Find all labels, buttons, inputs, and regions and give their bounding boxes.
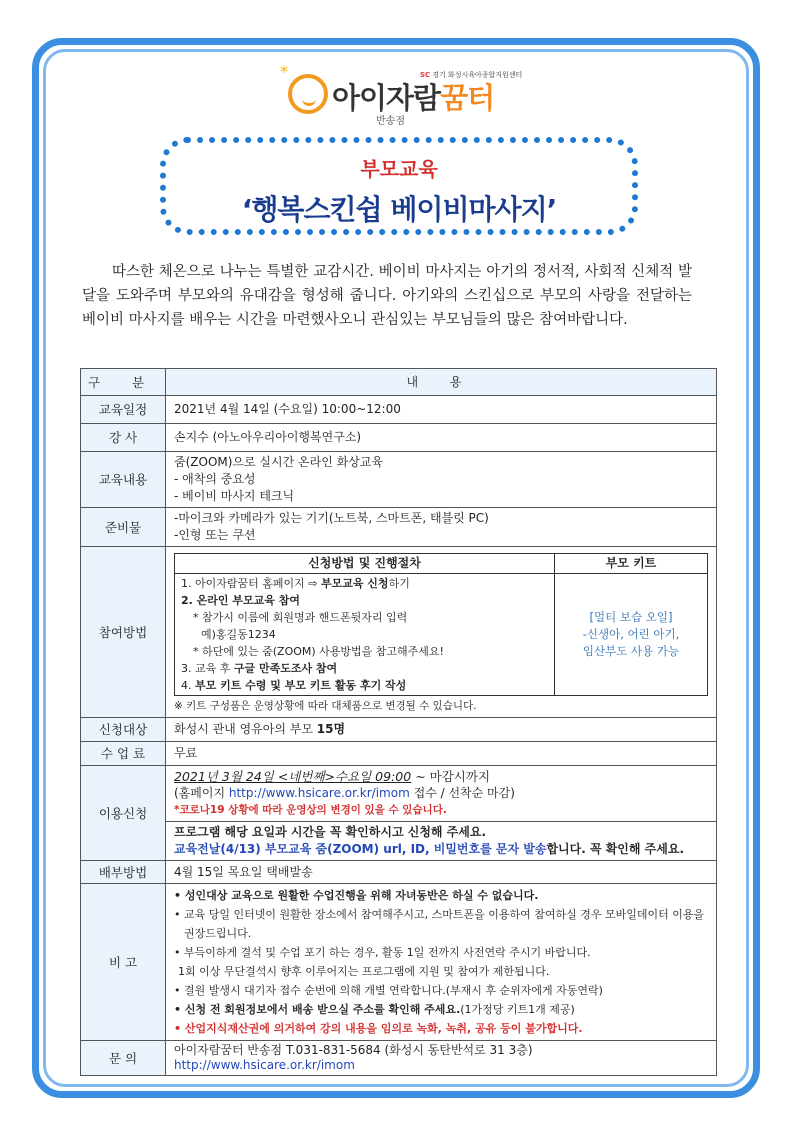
logo — [280, 62, 530, 132]
method-subtable: 신청방법 및 진행절차 부모 키트 1. 아이자람꿈터 홈페이지 ⇨ 부모교육 신청하기 2. 온라인 부모교육 참여 * 참가시 이름에 회원명과 핸드폰뒷자리 입력 예)홍길동1234 * 하단에 있는 줌(ZOOM) 사용방법을 참고해주세요! 3. 교육 후 구글 만족도조사 참여 4. 부모 키트 수령 및 부모 키트 활동 후기 작성 [멀티 보습 오일] -신생아, 어린 아기, 임산부도 사용 가능 — [174, 553, 708, 696]
star-icon: * — [280, 62, 288, 81]
kit-note: ※ 키트 구성품은 운영상황에 따라 대체품으로 변경될 수 있습니다. — [174, 700, 477, 712]
table-row: 이용신청 2021년 3월 24일 <네번째>수요일 09:00 ~ 마감시까지 (홈페이지 http://www.hsicare.or.kr/imom 접수 / 선착순 마감) *코로나19 상황에 따라 운영상의 변경이 있을 수 있습니다. 프로그램 해당 요일과 시간을 꼭 확인하시고 신청해 주세요. 교육전날(4/13) 부모교육 줌(ZOOM) url, ID, 비밀번호를 문자 발송합니다. 꼭 확인해 주세요. — [81, 766, 717, 861]
table-row: 교육일정 2021년 4월 14일 (수요일) 10:00~12:00 — [81, 396, 717, 424]
table-row: 비 고 • 성인대상 교육으로 원활한 수업진행을 위해 자녀동반은 하실 수 없습니다. • 교육 당일 인터넷이 원활한 장소에서 참여해주시고, 스마트폰을 이용하여 참여하실 경우 모바일데이터 이용을 권장드립니다. • 부득이하게 결석 및 수업 포기 하는 경우, 활동 1일 전까지 사전연락 주시기 바랍니다. 1회 이상 무단결석시 향후 이루어지는 프로그램에 지원 및 참여가 제한됩니다. • 결원 발생시 대기자 접수 순번에 의해 개별 연락합니다.(부재시 후 순위자에게 자동연락) • 신청 전 회원정보에서 배송 받으실 주소를 확인해 주세요.(1가정당 키트1개 제공) • 산업지식재산권에 의거하여 강의 내용을 임의로 녹화, 녹취, 공유 등이 불가합니다. — [81, 884, 717, 1041]
org-icon: SC — [420, 71, 431, 79]
smile-face-icon — [288, 74, 328, 114]
info-table — [80, 368, 717, 1076]
table-row: 강 사 손지수 (아노아우리아이행복연구소) — [81, 424, 717, 452]
header-label: 구 분 — [81, 369, 166, 396]
table-row: 배부방법 4월 15일 목요일 택배발송 — [81, 861, 717, 884]
homepage-link[interactable]: http://www.hsicare.or.kr/imom — [228, 786, 410, 800]
header-content: 내 용 — [166, 369, 717, 396]
kit-description: [멀티 보습 오일] -신생아, 어린 아기, 임산부도 사용 가능 — [555, 574, 708, 696]
table-row: 교육내용 줌(ZOOM)으로 실시간 온라인 화상교육 - 애착의 중요성 - 베이비 마사지 테크닉 — [81, 452, 717, 508]
table-row: 참여방법 신청방법 및 진행절차 부모 키트 1. 아이자람꿈터 홈페이지 ⇨ 부모교육 신청하기 2. 온라인 부모교육 참여 * 참가시 이름에 회원명과 핸드폰뒷자리 입력 예)홍길동1234 * 하단에 있는 줌(ZOOM) 사용방법을 참고해주세요! 3. 교육 후 구글 만족도조사 참여 4. 부모 키트 수령 및 부모 키트 활동 후기 작성 [멀티 보습 오일] -신생아, 어린 아기, 임산부도 사용 가능 ※ 키트 구성품은 운영상황에 따라 대체품으로 변경될 수 있습니다. — [81, 547, 717, 718]
logo-org: SC 경기 화성시육아종합지원센터 — [420, 71, 523, 79]
contact-link[interactable]: http://www.hsicare.or.kr/imom — [174, 1058, 355, 1072]
table-row: 신청대상 화성시 관내 영유아의 부모 15명 — [81, 718, 717, 742]
title-box — [160, 137, 638, 235]
table-row: 문 의 아이자람꿈터 반송점 T.031-831-5684 (화성시 동탄반석로 31 3층) http://www.hsicare.or.kr/imom — [81, 1041, 717, 1076]
logo-branch: 반송점 — [376, 116, 405, 127]
title-main: ‘행복스킨쉽 베이비마사지’ — [241, 193, 557, 226]
title-category: 부모교육 — [360, 157, 438, 181]
table-row: 수 업 료 무료 — [81, 742, 717, 766]
logo-name: 아이자람꿈터 — [332, 81, 495, 115]
table-row: 준비물 -마이크와 카메라가 있는 기기(노트북, 스마트폰, 태블릿 PC) -인형 또는 쿠션 — [81, 508, 717, 547]
table-header — [81, 369, 717, 396]
remarks-list: • 성인대상 교육으로 원활한 수업진행을 위해 자녀동반은 하실 수 없습니다. • 교육 당일 인터넷이 원활한 장소에서 참여해주시고, 스마트폰을 이용하여 참여하실 경우 모바일데이터 이용을 권장드립니다. • 부득이하게 결석 및 수업 포기 하는 경우, 활동 1일 전까지 사전연락 주시기 바랍니다. 1회 이상 무단결석시 향후 이루어지는 프로그램에 지원 및 참여가 제한됩니다. • 결원 발생시 대기자 접수 순번에 의해 개별 연락합니다.(부재시 후 순위자에게 자동연락) • 신청 전 회원정보에서 배송 받으실 주소를 확인해 주세요.(1가정당 키트1개 제공) • 산업지식재산권에 의거하여 강의 내용을 임의로 녹화, 녹취, 공유 등이 불가합니다. — [166, 884, 717, 1041]
intro-paragraph: 따스한 체온으로 나누는 특별한 교감시간. 베이비 마사지는 아기의 정서적, 사회적 신체적 발달을 도와주며 부모와의 유대감을 형성해 줍니다. 아기와의 스킨십으로 부모의 사랑을 전달하는 베이비 마사지를 배우는 시간을 마련했사오니 관심있는 부모님들의 많은 참여바랍니다. — [82, 264, 692, 328]
